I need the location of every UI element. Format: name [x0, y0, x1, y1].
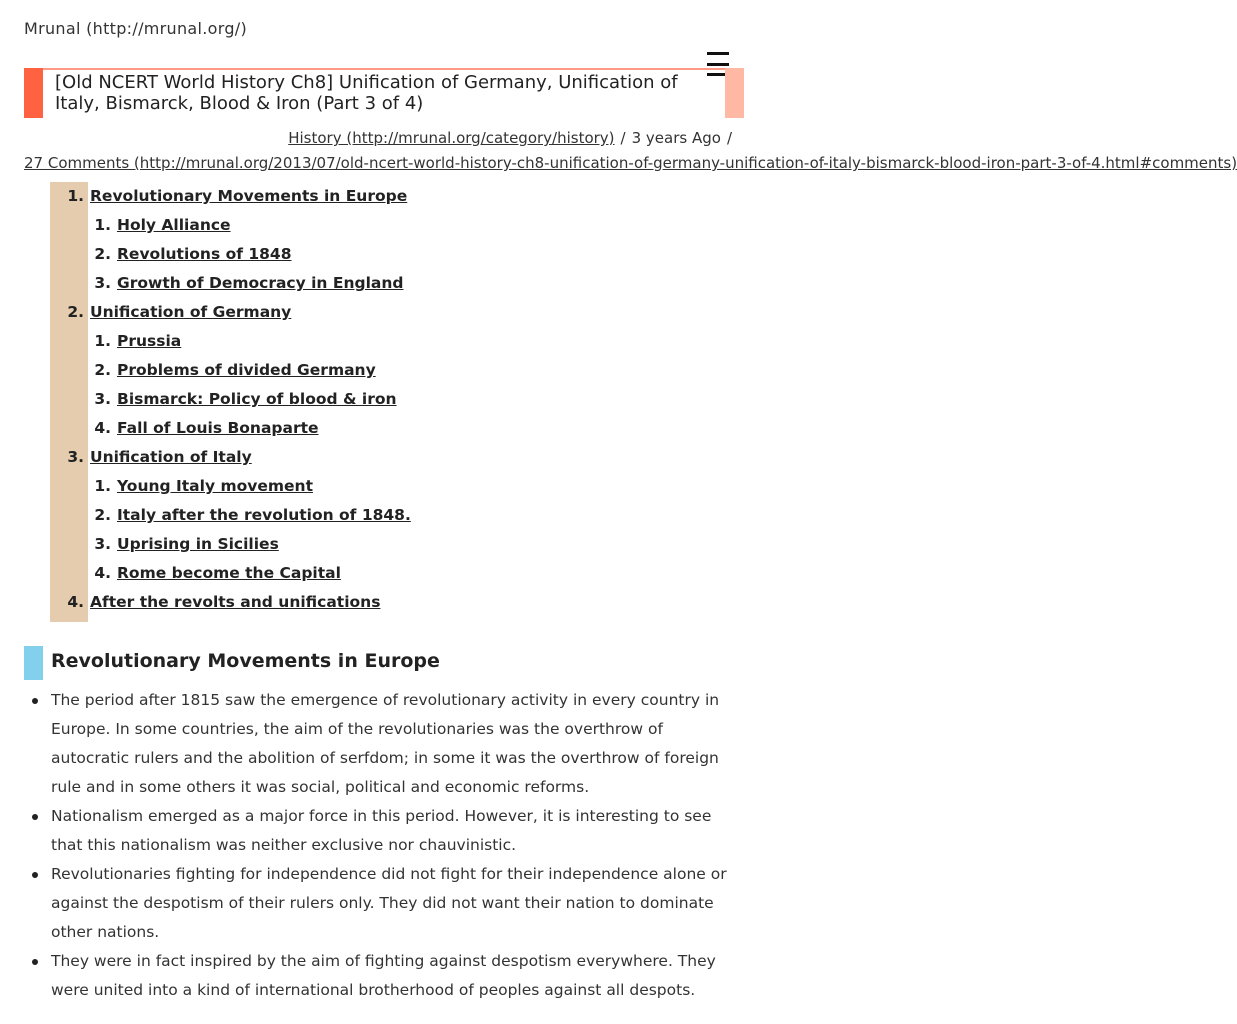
- menu-bar-middle: [707, 63, 729, 66]
- toc-item-number: 2.: [94, 245, 111, 263]
- toc-item-link[interactable]: Holy Alliance: [117, 216, 231, 234]
- toc-item-number: 2.: [67, 303, 84, 321]
- toc-item-link[interactable]: After the revolts and unifications: [90, 593, 381, 611]
- bullet-list: [24, 686, 744, 1005]
- comments-line: [24, 154, 1237, 172]
- toc-item-number: 3.: [67, 448, 84, 466]
- article-meta: [288, 129, 738, 147]
- toc-item-link[interactable]: Revolutionary Movements in Europe: [90, 187, 408, 205]
- toc-item: [50, 501, 411, 530]
- toc-item-link[interactable]: Unification of Germany: [90, 303, 292, 321]
- toc-item: [50, 414, 411, 443]
- toc-item: [50, 269, 411, 298]
- toc-item-number: 1.: [94, 332, 111, 350]
- toc-item: [50, 385, 411, 414]
- toc-item-link[interactable]: Bismarck: Policy of blood & iron: [117, 390, 397, 408]
- toc-item: [50, 559, 411, 588]
- toc-item-number: 2.: [94, 361, 111, 379]
- toc-item-link[interactable]: Fall of Louis Bonaparte: [117, 419, 319, 437]
- list-item: Nationalism emerged as a major force in this period. However, it is interesting to see that this nationalism was neither exclusive nor chauvinistic.: [24, 802, 744, 860]
- section-heading: Revolutionary Movements in Europe: [51, 650, 440, 672]
- toc-item-number: 4.: [67, 593, 84, 611]
- toc-item: [50, 356, 411, 385]
- article-content: [24, 686, 744, 1005]
- section-heading-block: [24, 646, 724, 680]
- toc-item-link[interactable]: Problems of divided Germany: [117, 361, 376, 379]
- list-item: They were in fact inspired by the aim of fighting against despotism everywhere. They were united into a kind of international brotherhood of peoples against all despots.: [24, 947, 744, 1005]
- section-accent-bar: [24, 646, 43, 680]
- toc-item-number: 3.: [94, 274, 111, 292]
- table-of-contents: [50, 182, 411, 622]
- toc-item-link[interactable]: Young Italy movement: [117, 477, 313, 495]
- article-title: [Old NCERT World History Ch8] Unification of Germany, Unification of Italy, Bismarck, Blood & Iron (Part 3 of 4): [55, 72, 678, 114]
- toc-item-number: 1.: [67, 187, 84, 205]
- meta-separator: /: [726, 129, 732, 147]
- meta-separator: /: [620, 129, 626, 147]
- comments-link[interactable]: 27 Comments (http://mrunal.org/2013/07/old-ncert-world-history-ch8-unification-of-germany-unification-of-italy-bismarck-blood-iron-part-3-of-4.html#comments): [24, 154, 1237, 172]
- toc-item-link[interactable]: Revolutions of 1848: [117, 245, 292, 263]
- toc-item-number: 4.: [94, 564, 111, 582]
- list-item: The period after 1815 saw the emergence of revolutionary activity in every country in Europe. In some countries, the aim of the revolutionaries was the overthrow of autocratic rulers and the abolition of serfdom; in some it was the overthrow of foreign rule and in some others it was social, political and economic reforms.: [24, 686, 744, 802]
- list-item: Revolutionaries fighting for independence did not fight for their independence alone or against the despotism of their rulers only. They did not want their nation to dominate other nations.: [24, 860, 744, 947]
- article-title-box: [24, 68, 744, 118]
- site-home-link[interactable]: Mrunal (http://mrunal.org/): [24, 19, 248, 38]
- menu-bar-top: [707, 52, 729, 55]
- toc-item-number: 4.: [94, 419, 111, 437]
- toc-item-link[interactable]: Italy after the revolution of 1848.: [117, 506, 411, 524]
- toc-item: [50, 443, 411, 472]
- toc-item: [50, 327, 411, 356]
- toc-item-link[interactable]: Unification of Italy: [90, 448, 252, 466]
- title-accent-left: [24, 68, 43, 118]
- toc-item-link[interactable]: Rome become the Capital: [117, 564, 341, 582]
- toc-item: [50, 588, 411, 617]
- toc-item: [50, 240, 411, 269]
- toc-item: [50, 472, 411, 501]
- toc-item: [50, 211, 411, 240]
- category-link[interactable]: History (http://mrunal.org/category/history): [288, 129, 615, 147]
- toc-item-number: 3.: [94, 535, 111, 553]
- toc-item: [50, 298, 411, 327]
- toc-item-number: 2.: [94, 506, 111, 524]
- toc-item-number: 1.: [94, 216, 111, 234]
- article-age: 3 years Ago: [631, 129, 721, 147]
- toc-item-link[interactable]: Uprising in Sicilies: [117, 535, 279, 553]
- toc-item-link[interactable]: Prussia: [117, 332, 182, 350]
- toc-list: [50, 182, 411, 617]
- toc-item-number: 1.: [94, 477, 111, 495]
- toc-item-link[interactable]: Growth of Democracy in England: [117, 274, 404, 292]
- toc-item: [50, 530, 411, 559]
- title-top-line: [43, 68, 725, 70]
- toc-item: [50, 182, 411, 211]
- title-accent-right: [725, 68, 744, 118]
- toc-item-number: 3.: [94, 390, 111, 408]
